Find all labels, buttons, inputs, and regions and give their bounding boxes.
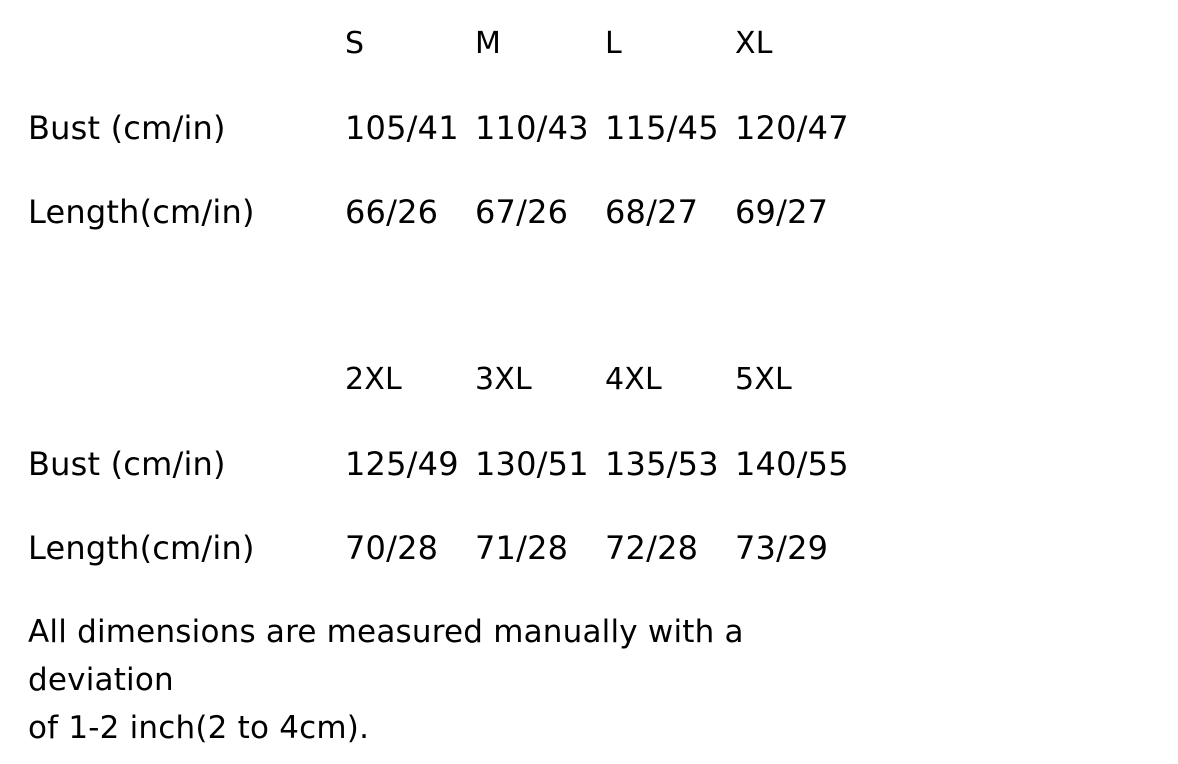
cell-length-l: 68/27 <box>605 193 699 231</box>
cell-length-m: 67/26 <box>475 193 569 231</box>
size-table-2xl-5xl <box>0 338 865 590</box>
header-corner-cell <box>0 2 345 86</box>
table-row <box>0 86 865 170</box>
row-label-bust: Bust (cm/in) <box>28 445 226 483</box>
header-corner-cell <box>0 338 345 422</box>
cell-length-2xl: 70/28 <box>345 529 439 567</box>
cell-length-5xl: 73/29 <box>735 529 829 567</box>
size-table-s-xl <box>0 2 865 254</box>
cell-bust-m: 110/43 <box>475 109 589 147</box>
column-header-size: S <box>345 26 365 61</box>
cell-length-3xl: 71/28 <box>475 529 569 567</box>
disclaimer-line-1: All dimensions are measured manually with a deviation <box>28 614 744 698</box>
column-header-size: 3XL <box>475 362 532 397</box>
table-row <box>0 170 865 254</box>
cell-length-xl: 69/27 <box>735 193 829 231</box>
table-row <box>0 422 865 506</box>
cell-bust-l: 115/45 <box>605 109 719 147</box>
cell-bust-3xl: 130/51 <box>475 445 589 483</box>
column-header-size: L <box>605 26 622 61</box>
column-header-size: 5XL <box>735 362 792 397</box>
column-header-size: 4XL <box>605 362 662 397</box>
measurement-disclaimer <box>28 608 858 752</box>
table-header-row <box>0 338 865 422</box>
cell-length-s: 66/26 <box>345 193 439 231</box>
column-header-size: XL <box>735 26 773 61</box>
column-header-size: 2XL <box>345 362 402 397</box>
row-label-length: Length(cm/in) <box>28 193 255 231</box>
table-header-row <box>0 2 865 86</box>
cell-bust-4xl: 135/53 <box>605 445 719 483</box>
cell-bust-2xl: 125/49 <box>345 445 459 483</box>
row-label-bust: Bust (cm/in) <box>28 109 226 147</box>
table-row <box>0 506 865 590</box>
column-header-size: M <box>475 26 502 61</box>
disclaimer-line-2: of 1-2 inch(2 to 4cm). <box>28 710 370 746</box>
cell-length-4xl: 72/28 <box>605 529 699 567</box>
cell-bust-s: 105/41 <box>345 109 459 147</box>
cell-bust-xl: 120/47 <box>735 109 849 147</box>
row-label-length: Length(cm/in) <box>28 529 255 567</box>
cell-bust-5xl: 140/55 <box>735 445 849 483</box>
